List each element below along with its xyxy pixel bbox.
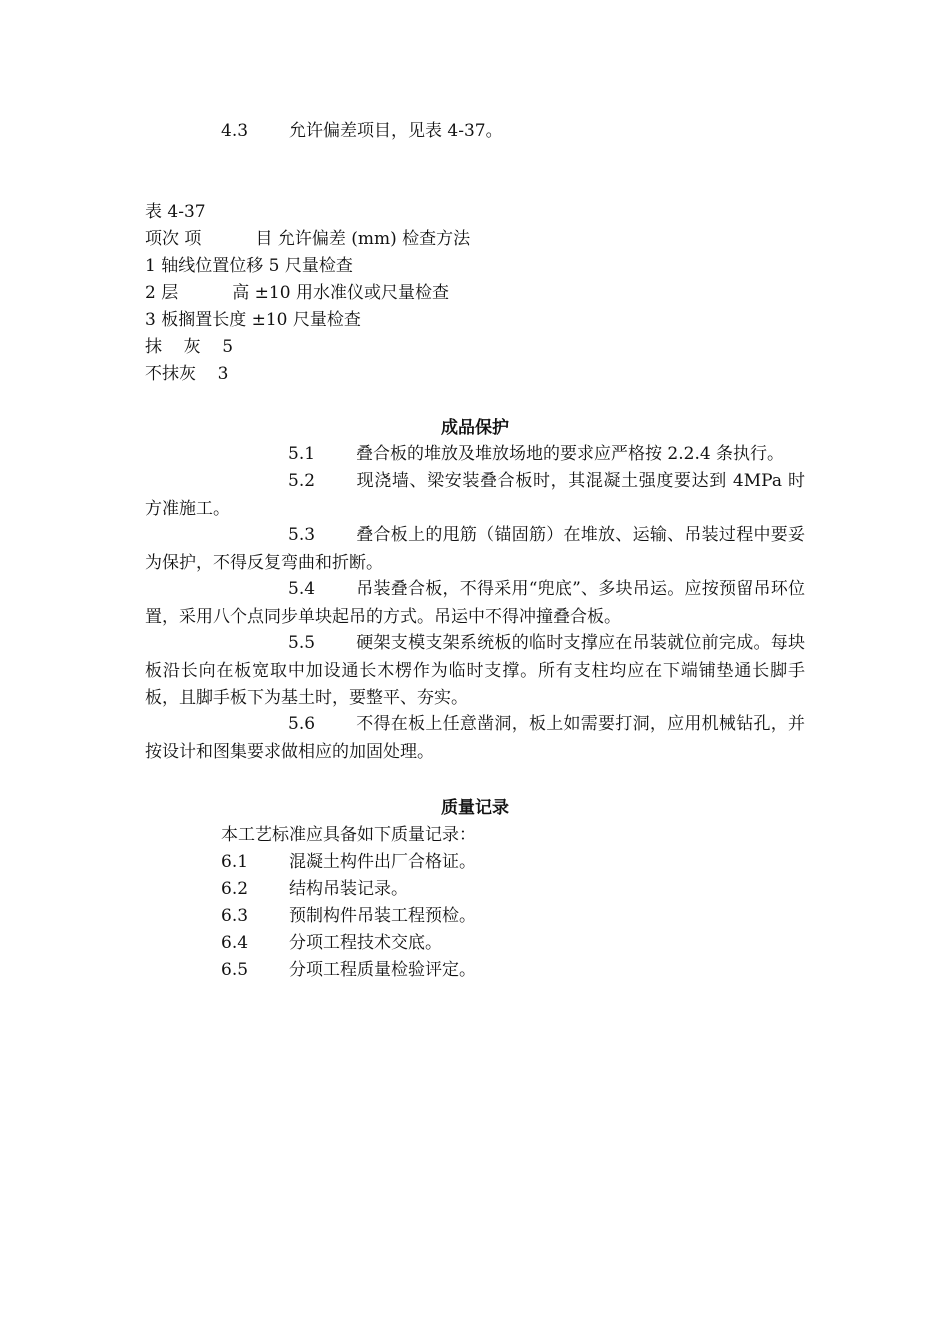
- table-header: 项次 项 目 允许偏差 (mm) 检查方法: [145, 229, 471, 249]
- quality-item: 分项工程技术交底。: [289, 933, 442, 953]
- intro-text: 允许偏差项目，见表 4-37。: [289, 121, 503, 141]
- item-text: 吊装叠合板，不得采用“兜底”、多块吊运。应按预留吊环位置，采用八个点同步单块起吊的方式。吊运中不得冲撞叠合板。: [145, 579, 805, 627]
- item-number: 5.6: [288, 714, 316, 734]
- item-number: 5.1: [288, 444, 316, 464]
- quality-item: 预制构件吊装工程预检。: [289, 906, 476, 926]
- item-text: 叠合板上的甩筋（锚固筋）在堆放、运输、吊装过程中要妥为保护，不得反复弯曲和折断。: [145, 525, 805, 573]
- item-text: 不得在板上任意凿洞，板上如需要打洞，应用机械钻孔，并按设计和图集要求做相应的加固处理。: [145, 714, 805, 762]
- item-text: 叠合板的堆放及堆放场地的要求应严格按 2.2.4 条执行。: [356, 444, 785, 464]
- item-number: 6.2: [221, 879, 249, 899]
- item-number: 5.5: [288, 633, 316, 653]
- protection-title: 成品保护: [441, 418, 509, 438]
- item-number: 5.2: [288, 471, 316, 491]
- table-row: 1 轴线位置位移 5 尺量检查: [145, 256, 353, 276]
- intro-number: 4.3: [221, 121, 249, 141]
- protection-item: [145, 468, 805, 523]
- table-row: 3 板搁置长度 ±10 尺量检查: [145, 310, 361, 330]
- protection-item: [145, 522, 805, 577]
- protection-item: [145, 711, 805, 766]
- quality-item: 分项工程质量检验评定。: [289, 960, 476, 980]
- item-number: 5.4: [288, 579, 316, 599]
- table-row: 不抹灰 3: [145, 364, 229, 384]
- quality-item: 结构吊装记录。: [289, 879, 408, 899]
- item-number: 5.3: [288, 525, 316, 545]
- quality-title: 质量记录: [441, 798, 509, 818]
- item-number: 6.3: [221, 906, 249, 926]
- table-row: 2 层 高 ±10 用水准仪或尺量检查: [145, 283, 449, 303]
- item-text: 硬架支模支架系统板的临时支撑应在吊装就位前完成。每块板沿长向在板宽取中加设通长木楞作为临时支撑。所有支柱均应在下端铺垫通长脚手板，且脚手板下为基土时，要整平、夯实。: [145, 633, 805, 708]
- quality-intro: 本工艺标准应具备如下质量记录：: [221, 825, 476, 845]
- table-row: 抹 灰 5: [145, 337, 234, 357]
- protection-item: [145, 441, 805, 469]
- item-text: 现浇墙、梁安装叠合板时，其混凝土强度要达到 4MPa 时方准施工。: [145, 471, 805, 519]
- protection-item: [145, 630, 805, 713]
- item-number: 6.5: [221, 960, 249, 980]
- table-caption: 表 4-37: [145, 202, 206, 222]
- quality-item: 混凝土构件出厂合格证。: [289, 852, 476, 872]
- item-number: 6.4: [221, 933, 249, 953]
- protection-item: [145, 576, 805, 631]
- item-number: 6.1: [221, 852, 249, 872]
